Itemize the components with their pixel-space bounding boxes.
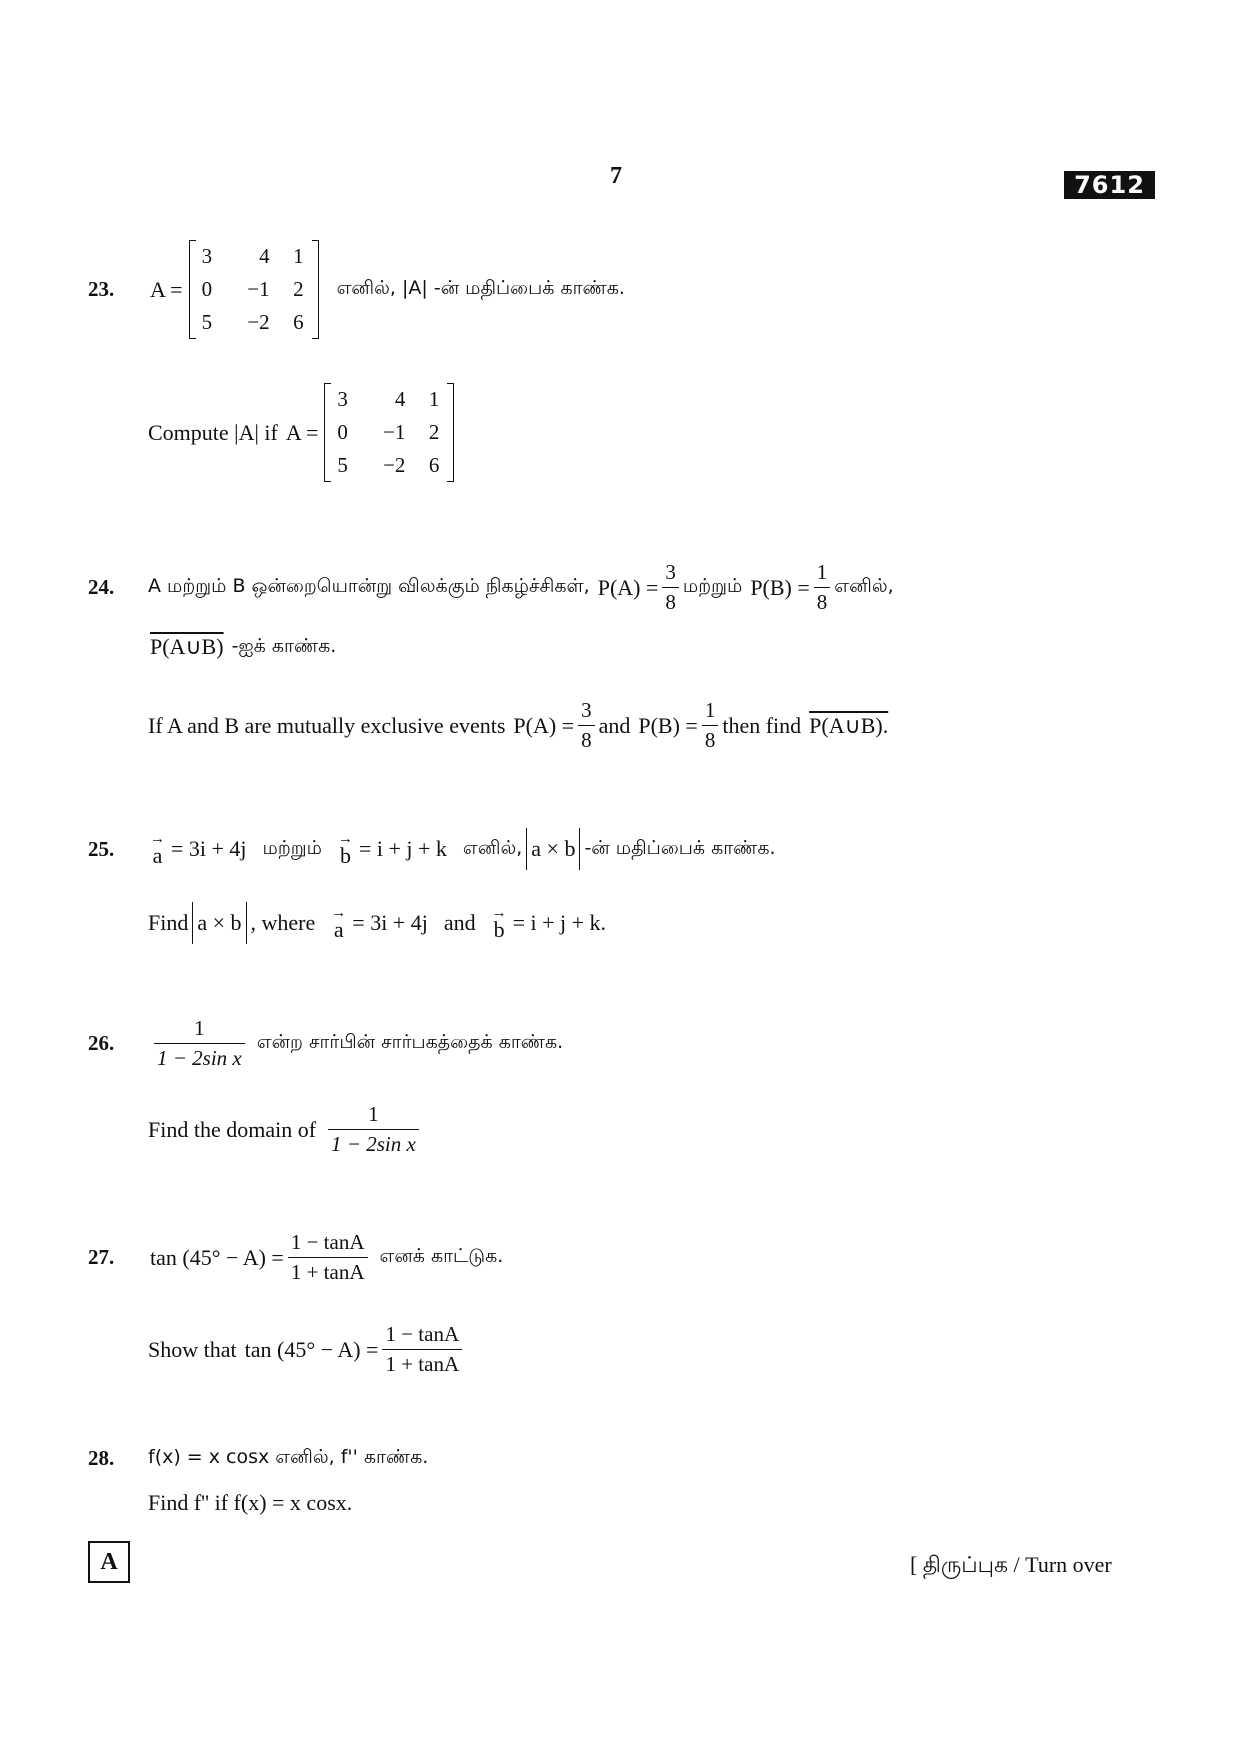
- question-28-english: [148, 1490, 352, 1516]
- question-26-tamil: [88, 1016, 563, 1071]
- tamil-and: மற்றும்: [682, 575, 743, 597]
- question-24-tamil-line2: [150, 634, 336, 660]
- question-number: 24.: [88, 575, 115, 599]
- vector-b: → b: [491, 904, 507, 942]
- question-text-english: Find the domain of: [148, 1116, 317, 1142]
- question-27-tamil: [88, 1230, 503, 1285]
- matrix-a: [324, 383, 454, 482]
- question-text-tamil: -ன் மதிப்பைக் காண்க.: [584, 836, 776, 859]
- prob-a: P(A) =: [597, 574, 659, 600]
- matrix-grid: 3 4 1 0 −1 2 5 −2 6: [337, 387, 440, 477]
- question-text-english: Compute |A| if: [148, 419, 278, 445]
- matrix-grid: 3 4 1 0 −1 2 5 −2 6: [201, 244, 304, 334]
- question-24-english: [148, 698, 888, 753]
- fraction: $\frac{1}{\text{1 − 2sin x}}$: [154, 1016, 245, 1071]
- tamil-and: மற்றும்: [262, 836, 322, 859]
- paper-code-badge: 7612: [1064, 171, 1155, 199]
- question-number: 26.: [88, 1031, 115, 1055]
- question-25-tamil: [88, 828, 776, 870]
- question-25-english: Find a × b , where → a = 3i + 4j and → b = i + j + k .: [148, 902, 606, 944]
- english-find: Find: [148, 910, 189, 935]
- english-where: , where: [250, 910, 316, 935]
- prob-a: P(A) =: [513, 712, 575, 738]
- question-23-tamil: [88, 240, 625, 339]
- question-number: 25.: [88, 836, 115, 861]
- vector-b: → b: [337, 830, 353, 868]
- vector-a: → a: [150, 830, 165, 868]
- union-expression: P(A∪B).: [809, 712, 889, 738]
- fraction: $\frac{3}{8}$: [578, 698, 595, 753]
- question-text-tamil: A மற்றும் B ஒன்றையொன்று விலக்கும் நிகழ்ச்சிகள்,: [148, 575, 590, 597]
- vector-a: → a: [331, 904, 347, 942]
- question-text-english: Find f'' if f(x) = x cosx.: [148, 1490, 353, 1515]
- tan-lhs: tan (45° − A) =: [150, 1244, 284, 1270]
- question-26-english: [148, 1102, 423, 1157]
- question-text-tamil: எனக் காட்டுக.: [379, 1245, 504, 1267]
- vector-b-def: = i + j + k: [512, 910, 601, 935]
- question-text-tamil: f(x) = x cosx எனில், f'' காண்க.: [148, 1446, 429, 1468]
- fraction: $\frac{1 - \tan A}{1 + \tan A}$: [382, 1322, 462, 1377]
- vector-a-def: = 3i + 4j: [352, 910, 428, 935]
- english-then: then find: [722, 712, 802, 738]
- tamil-if: எனில்,: [462, 836, 523, 859]
- fraction: $\frac{3}{8}$: [662, 560, 679, 615]
- question-number: 28.: [88, 1446, 115, 1470]
- prob-b: P(B) =: [750, 574, 810, 600]
- matrix-lhs: A =: [285, 419, 319, 445]
- matrix-lhs: A =: [150, 276, 183, 302]
- fraction: $\frac{1}{8}$: [814, 560, 831, 615]
- prob-b: P(B) =: [638, 712, 698, 738]
- question-text-tamil: -ஐக் காண்க.: [231, 634, 337, 657]
- question-number: 23.: [88, 277, 115, 301]
- english-and: and: [443, 910, 476, 935]
- version-box: A: [88, 1541, 130, 1583]
- matrix-a: [189, 240, 319, 339]
- fraction: $\frac{1 - \tan A}{1 + \tan A}$: [288, 1230, 368, 1285]
- question-24-tamil-line1: [88, 560, 894, 615]
- question-text-english: Show that: [148, 1336, 237, 1362]
- question-text-tamil: என்ற சார்பின் சார்பகத்தைக் காண்க.: [256, 1031, 564, 1053]
- cross-product-magnitude: a × b: [526, 828, 580, 870]
- fraction: $\frac{1}{8}$: [702, 698, 719, 753]
- cross-product-magnitude: a × b: [192, 902, 246, 944]
- question-23-english: [148, 383, 460, 482]
- question-number: 27.: [88, 1245, 115, 1269]
- question-text-tamil: எனில், |A| -ன் மதிப்பைக் காண்க.: [336, 277, 625, 299]
- tamil-if: எனில்,: [834, 575, 894, 597]
- turn-over-label: [ திருப்புக / Turn over: [910, 1552, 1112, 1577]
- page-number: 7: [610, 163, 622, 189]
- union-expression: P(A∪B): [150, 634, 224, 659]
- english-and: and: [598, 712, 631, 738]
- fraction: $\frac{1}{\text{1 − 2sin x}}$: [328, 1102, 419, 1157]
- question-text-english: If A and B are mutually exclusive events: [148, 712, 506, 738]
- tan-lhs: tan (45° − A) =: [244, 1336, 379, 1362]
- vector-b-def: = i + j + k: [358, 836, 447, 861]
- vector-a-def: = 3i + 4j: [171, 836, 247, 861]
- question-27-english: [148, 1322, 466, 1377]
- question-28-tamil: [88, 1446, 428, 1471]
